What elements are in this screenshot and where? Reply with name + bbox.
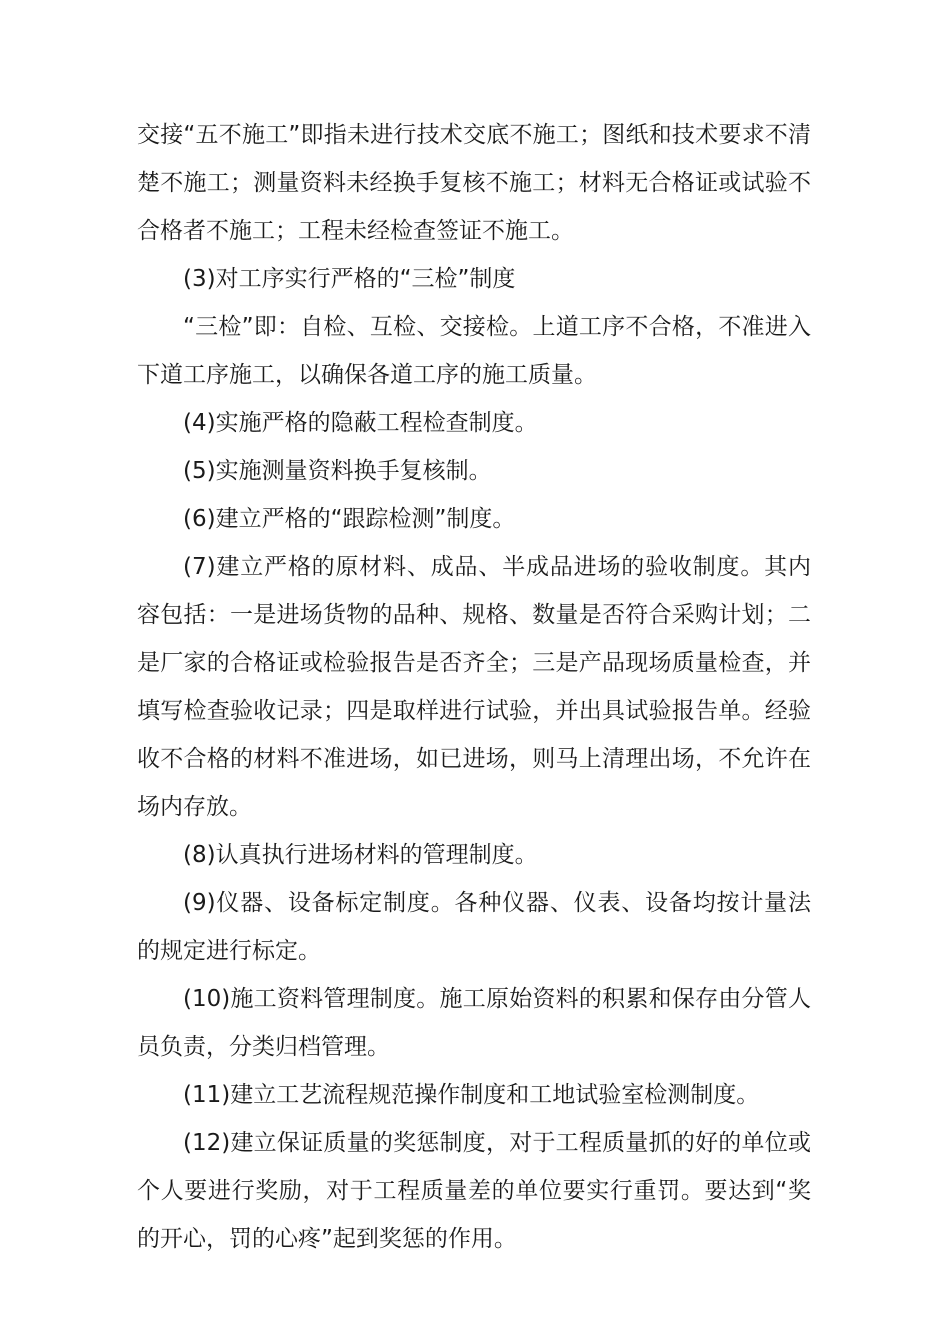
paragraph-item-6: (6)建立严格的“跟踪检测”制度。	[183, 506, 516, 532]
paragraph-item-3-heading: (3)对工序实行严格的“三检”制度	[183, 266, 516, 292]
document-body	[137, 111, 811, 1263]
paragraph-three-inspections: “三检”即：自检、互检、交接检。上道工序不合格，不准进入下道工序施工，以确保各道工序的施工质量。	[137, 314, 811, 388]
paragraph-item-7: (7)建立严格的原材料、成品、半成品进场的验收制度。其内容包括：一是进场货物的品种、规格、数量是否符合采购计划；二是厂家的合格证或检验报告是否齐全；三是产品现场质量检查，并填写检查验收记录；四是取样进行试验，并出具试验报告单。经验收不合格的材料不准进场，如已进场，则马上清理出场，不允许在场内存放。	[137, 554, 811, 820]
paragraph-item-8: (8)认真执行进场材料的管理制度。	[183, 842, 538, 868]
paragraph-item-5: (5)实施测量资料换手复核制。	[183, 458, 492, 484]
paragraph-item-10: (10)施工资料管理制度。施工原始资料的积累和保存由分管人员负责，分类归档管理。	[137, 986, 811, 1060]
paragraph-item-11: (11)建立工艺流程规范操作制度和工地试验室检测制度。	[183, 1082, 760, 1108]
paragraph-item-9: (9)仪器、设备标定制度。各种仪器、仪表、设备均按计量法的规定进行标定。	[137, 890, 811, 964]
paragraph-five-no-construction: 交接“五不施工”即指未进行技术交底不施工；图纸和技术要求不清楚不施工；测量资料未经换手复核不施工；材料无合格证或试验不合格者不施工；工程未经检查签证不施工。	[137, 122, 811, 244]
paragraph-item-12: (12)建立保证质量的奖惩制度，对于工程质量抓的好的单位或个人要进行奖励，对于工程质量差的单位要实行重罚。要达到“奖的开心，罚的心疼”起到奖惩的作用。	[137, 1130, 811, 1252]
paragraph-item-4: (4)实施严格的隐蔽工程检查制度。	[183, 410, 538, 436]
